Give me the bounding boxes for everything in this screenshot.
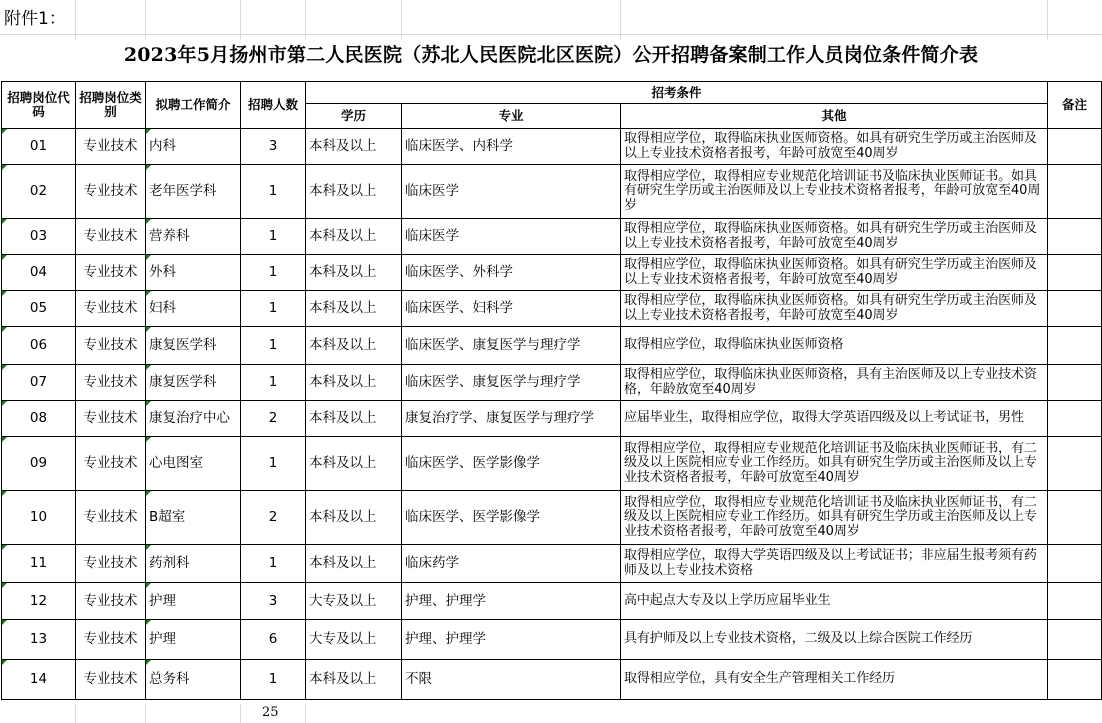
table-row xyxy=(2,491,1102,545)
row-education: 本科及以上 xyxy=(306,219,402,255)
row-count: 1 xyxy=(241,545,306,583)
header-other: 其他 xyxy=(621,104,1048,129)
row-major: 临床医学、妇科学 xyxy=(402,291,621,327)
row-other: 应届毕业生，取得相应学位，取得大学英语四级及以上考试证书，男性 xyxy=(621,401,1048,437)
table-row xyxy=(2,401,1102,437)
row-remarks xyxy=(1048,129,1102,165)
row-education: 本科及以上 xyxy=(306,291,402,327)
row-code: 08 xyxy=(2,401,76,437)
row-category: 专业技术 xyxy=(76,491,146,545)
row-education: 本科及以上 xyxy=(306,255,402,291)
row-job: 护理 xyxy=(146,620,241,660)
row-code: 03 xyxy=(2,219,76,255)
table-row xyxy=(2,583,1102,620)
gridline xyxy=(305,704,306,723)
row-other: 取得相应学位，取得相应专业规范化培训证书及临床执业医师证书，有二级及以上医院相应专业工作经历。如具有研究生学历或主治医师及以上专业技术资格者报考，年龄可放宽至40周岁 xyxy=(621,491,1048,545)
row-job: 营养科 xyxy=(146,219,241,255)
row-code: 12 xyxy=(2,583,76,620)
table-row xyxy=(2,437,1102,491)
row-remarks xyxy=(1048,291,1102,327)
row-education: 本科及以上 xyxy=(306,327,402,365)
row-category: 专业技术 xyxy=(76,291,146,327)
row-other: 取得相应学位，取得临床执业医师资格 xyxy=(621,327,1048,365)
row-other: 取得相应学位，取得相应专业规范化培训证书及临床执业医师证书，有二级及以上医院相应专业工作经历。如具有研究生学历或主治医师及以上专业技术资格者报考，年龄可放宽至40周岁 xyxy=(621,437,1048,491)
row-code: 13 xyxy=(2,620,76,660)
row-other: 取得相应学位，取得临床执业医师资格，具有主治医师及以上专业技术资格，年龄放宽至40周岁 xyxy=(621,365,1048,401)
row-major: 临床药学 xyxy=(402,545,621,583)
header-remarks: 备注 xyxy=(1048,82,1102,129)
row-major: 护理、护理学 xyxy=(402,583,621,620)
row-code: 06 xyxy=(2,327,76,365)
row-code: 01 xyxy=(2,129,76,165)
row-category: 专业技术 xyxy=(76,219,146,255)
row-remarks xyxy=(1048,255,1102,291)
row-count: 3 xyxy=(241,583,306,620)
gridline xyxy=(75,704,76,723)
row-job: 外科 xyxy=(146,255,241,291)
row-count: 1 xyxy=(241,255,306,291)
row-code: 04 xyxy=(2,255,76,291)
row-category: 专业技术 xyxy=(76,583,146,620)
row-job: 康复医学科 xyxy=(146,327,241,365)
row-category: 专业技术 xyxy=(76,401,146,437)
row-category: 专业技术 xyxy=(76,165,146,219)
row-major: 临床医学、医学影像学 xyxy=(402,491,621,545)
table-row xyxy=(2,620,1102,660)
page-title: 2023年5月扬州市第二人民医院（苏北人民医院北区医院）公开招聘备案制工作人员岗位条件简介表 xyxy=(123,44,979,66)
row-count: 1 xyxy=(241,291,306,327)
row-education: 本科及以上 xyxy=(306,545,402,583)
row-other: 具有护师及以上专业技术资格，二级及以上综合医院工作经历 xyxy=(621,620,1048,660)
row-job: 妇科 xyxy=(146,291,241,327)
table-row xyxy=(2,129,1102,165)
total-count: 25 xyxy=(262,705,279,720)
table-row xyxy=(2,327,1102,365)
row-category: 专业技术 xyxy=(76,437,146,491)
row-remarks xyxy=(1048,327,1102,365)
row-category: 专业技术 xyxy=(76,545,146,583)
row-job: 康复医学科 xyxy=(146,365,241,401)
row-count: 1 xyxy=(241,365,306,401)
row-code: 07 xyxy=(2,365,76,401)
row-major: 临床医学、医学影像学 xyxy=(402,437,621,491)
table-row xyxy=(2,365,1102,401)
row-remarks xyxy=(1048,491,1102,545)
row-count: 1 xyxy=(241,219,306,255)
header-category: 招聘岗位类别 xyxy=(76,82,146,129)
row-major: 临床医学 xyxy=(402,219,621,255)
row-category: 专业技术 xyxy=(76,660,146,700)
row-count: 2 xyxy=(241,401,306,437)
header-major: 专业 xyxy=(402,104,621,129)
table-row xyxy=(2,545,1102,583)
row-other: 取得相应学位，取得大学英语四级及以上考试证书；非应届生报考须有药师及以上专业技术资格 xyxy=(621,545,1048,583)
row-count: 1 xyxy=(241,165,306,219)
row-job: 内科 xyxy=(146,129,241,165)
gridline xyxy=(145,704,146,723)
header-code: 招聘岗位代码 xyxy=(2,82,76,129)
row-category: 专业技术 xyxy=(76,365,146,401)
row-job: 康复治疗中心 xyxy=(146,401,241,437)
table-row xyxy=(2,660,1102,700)
row-education: 大专及以上 xyxy=(306,620,402,660)
row-count: 2 xyxy=(241,491,306,545)
row-major: 临床医学、康复医学与理疗学 xyxy=(402,365,621,401)
row-remarks xyxy=(1048,545,1102,583)
row-job: 总务科 xyxy=(146,660,241,700)
row-other: 高中起点大专及以上学历应届毕业生 xyxy=(621,583,1048,620)
row-job: B超室 xyxy=(146,491,241,545)
row-job: 护理 xyxy=(146,583,241,620)
row-education: 本科及以上 xyxy=(306,365,402,401)
row-category: 专业技术 xyxy=(76,327,146,365)
header-conditions: 招考条件 xyxy=(306,82,1048,104)
positions-table xyxy=(1,81,1102,700)
row-other: 取得相应学位，取得临床执业医师资格。如具有研究生学历或主治医师及以上专业技术资格者报考，年龄可放宽至40周岁 xyxy=(621,291,1048,327)
row-count: 6 xyxy=(241,620,306,660)
row-other: 取得相应学位，取得相应专业规范化培训证书及临床执业医师证书。如具有研究生学历或主治医师及以上专业技术资格者报考，年龄可放宽至40周岁 xyxy=(621,165,1048,219)
row-other: 取得相应学位，取得临床执业医师资格。如具有研究生学历或主治医师及以上专业技术资格者报考，年龄可放宽至40周岁 xyxy=(621,129,1048,165)
row-major: 临床医学、内科学 xyxy=(402,129,621,165)
row-major: 护理、护理学 xyxy=(402,620,621,660)
row-education: 本科及以上 xyxy=(306,437,402,491)
row-major: 临床医学、外科学 xyxy=(402,255,621,291)
row-remarks xyxy=(1048,583,1102,620)
table-row xyxy=(2,255,1102,291)
row-count: 3 xyxy=(241,129,306,165)
table-row xyxy=(2,165,1102,219)
row-remarks xyxy=(1048,437,1102,491)
row-count: 1 xyxy=(241,327,306,365)
row-job: 药剂科 xyxy=(146,545,241,583)
row-code: 09 xyxy=(2,437,76,491)
row-education: 本科及以上 xyxy=(306,491,402,545)
row-code: 05 xyxy=(2,291,76,327)
gridline xyxy=(0,34,1102,35)
row-code: 02 xyxy=(2,165,76,219)
row-category: 专业技术 xyxy=(76,620,146,660)
row-count: 1 xyxy=(241,437,306,491)
row-remarks xyxy=(1048,219,1102,255)
row-major: 临床医学、康复医学与理疗学 xyxy=(402,327,621,365)
row-remarks xyxy=(1048,660,1102,700)
header-count: 招聘人数 xyxy=(241,82,306,129)
row-job: 老年医学科 xyxy=(146,165,241,219)
row-category: 专业技术 xyxy=(76,255,146,291)
row-education: 本科及以上 xyxy=(306,660,402,700)
row-education: 本科及以上 xyxy=(306,165,402,219)
row-other: 取得相应学位，取得临床执业医师资格。如具有研究生学历或主治医师及以上专业技术资格者报考，年龄可放宽至40周岁 xyxy=(621,255,1048,291)
header-job: 拟聘工作简介 xyxy=(146,82,241,129)
row-education: 大专及以上 xyxy=(306,583,402,620)
row-remarks xyxy=(1048,620,1102,660)
row-count: 1 xyxy=(241,660,306,700)
table-row xyxy=(2,291,1102,327)
row-job: 心电图室 xyxy=(146,437,241,491)
table-row xyxy=(2,219,1102,255)
row-major: 不限 xyxy=(402,660,621,700)
header-education: 学历 xyxy=(306,104,402,129)
row-other: 取得相应学位，具有安全生产管理相关工作经历 xyxy=(621,660,1048,700)
gridline xyxy=(240,704,241,723)
row-other: 取得相应学位，取得临床执业医师资格。如具有研究生学历或主治医师及以上专业技术资格者报考，年龄可放宽至40周岁 xyxy=(621,219,1048,255)
attachment-label: 附件1： xyxy=(4,9,66,29)
row-code: 10 xyxy=(2,491,76,545)
row-education: 本科及以上 xyxy=(306,401,402,437)
row-category: 专业技术 xyxy=(76,129,146,165)
row-remarks xyxy=(1048,165,1102,219)
row-education: 本科及以上 xyxy=(306,129,402,165)
row-major: 康复治疗学、康复医学与理疗学 xyxy=(402,401,621,437)
row-code: 14 xyxy=(2,660,76,700)
row-remarks xyxy=(1048,401,1102,437)
row-code: 11 xyxy=(2,545,76,583)
row-major: 临床医学 xyxy=(402,165,621,219)
row-remarks xyxy=(1048,365,1102,401)
